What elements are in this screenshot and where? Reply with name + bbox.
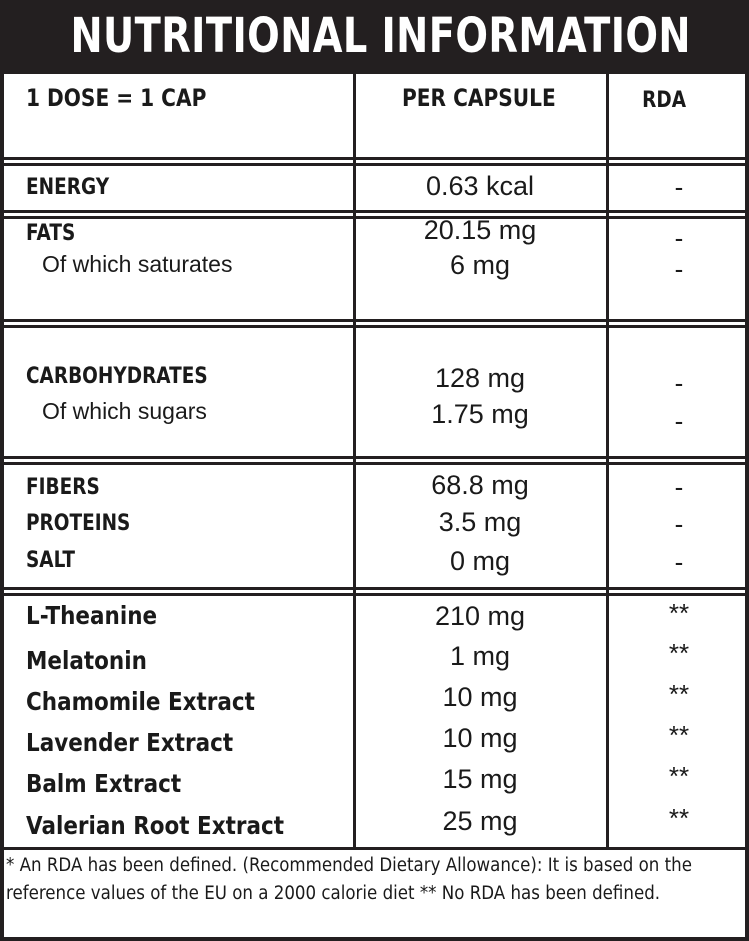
proteins-rda: - bbox=[674, 509, 684, 539]
carbohydrates-value: 128 mg bbox=[434, 363, 526, 393]
energy-rda: - bbox=[674, 172, 684, 202]
ingredient-value: 25 mg bbox=[442, 806, 518, 836]
ingredient-name: Lavender Extract bbox=[26, 728, 234, 757]
salt-value: 0 mg bbox=[449, 546, 511, 576]
divider-carbs-2 bbox=[0, 462, 749, 465]
energy-label: ENERGY bbox=[26, 175, 110, 200]
ingredient-value: 10 mg bbox=[442, 723, 518, 753]
header-per-capsule: PER CAPSULE bbox=[402, 84, 556, 112]
fibers-rda: - bbox=[674, 472, 684, 502]
salt-label: SALT bbox=[26, 548, 75, 573]
proteins-value: 3.5 mg bbox=[438, 507, 522, 537]
divider-header bbox=[0, 157, 749, 160]
ingredient-rda: ** bbox=[668, 638, 690, 668]
ingredient-name: L-Theanine bbox=[26, 601, 158, 630]
carbohydrates-rda: - bbox=[674, 368, 684, 398]
footnote bbox=[6, 852, 692, 908]
carbohydrates-label: CARBOHYDRATES bbox=[26, 364, 208, 389]
ingredient-name: Melatonin bbox=[26, 646, 147, 675]
divider-salt-2 bbox=[0, 593, 749, 596]
sugars-rda: - bbox=[674, 406, 684, 436]
sugars-value: 1.75 mg bbox=[431, 399, 529, 429]
saturates-rda: - bbox=[674, 254, 684, 284]
ingredient-value: 15 mg bbox=[442, 764, 518, 794]
frame-left-border bbox=[0, 70, 4, 941]
frame-bottom-border bbox=[0, 937, 749, 941]
divider-carbs bbox=[0, 456, 749, 459]
ingredient-name: Balm Extract bbox=[26, 769, 182, 798]
ingredient-value: 10 mg bbox=[442, 682, 518, 712]
header-dose: 1 DOSE = 1 CAP bbox=[26, 84, 207, 112]
ingredient-rda: ** bbox=[668, 679, 690, 709]
ingredient-rda: ** bbox=[668, 761, 690, 791]
header-rda: RDA bbox=[642, 88, 687, 113]
fats-rda: - bbox=[674, 223, 684, 253]
fibers-value: 68.8 mg bbox=[431, 470, 529, 500]
divider-fats bbox=[0, 319, 749, 322]
energy-value: 0.63 kcal bbox=[425, 171, 535, 201]
ingredient-rda: ** bbox=[668, 720, 690, 750]
divider-salt bbox=[0, 587, 749, 590]
ingredient-value: 210 mg bbox=[434, 601, 526, 631]
label-title: NUTRITIONAL INFORMATION bbox=[70, 8, 691, 64]
ingredient-value: 1 mg bbox=[449, 641, 511, 671]
footnote-text: * An RDA has been defined. (Recommended Dietary Allowance): It is based on the reference values of the EU on a 2000 calorie diet ** No RDA has been defined. bbox=[6, 855, 692, 904]
fibers-label: FIBERS bbox=[26, 475, 100, 500]
sugars-label: Of which sugars bbox=[42, 398, 207, 424]
saturates-value: 6 mg bbox=[449, 250, 511, 280]
ingredient-name: Chamomile Extract bbox=[26, 687, 255, 716]
saturates-label: Of which saturates bbox=[42, 251, 233, 277]
title-bar bbox=[0, 0, 749, 74]
divider-header-2 bbox=[0, 163, 749, 166]
fats-value: 20.15 mg bbox=[423, 215, 537, 245]
ingredient-rda: ** bbox=[668, 803, 690, 833]
divider-energy bbox=[0, 210, 749, 213]
ingredient-rda: ** bbox=[668, 598, 690, 628]
ingredient-name: Valerian Root Extract bbox=[26, 811, 285, 840]
divider-footnote bbox=[0, 847, 749, 850]
fats-label: FATS bbox=[26, 221, 76, 246]
salt-rda: - bbox=[674, 547, 684, 577]
divider-fats-2 bbox=[0, 325, 749, 328]
proteins-label: PROTEINS bbox=[26, 511, 131, 536]
